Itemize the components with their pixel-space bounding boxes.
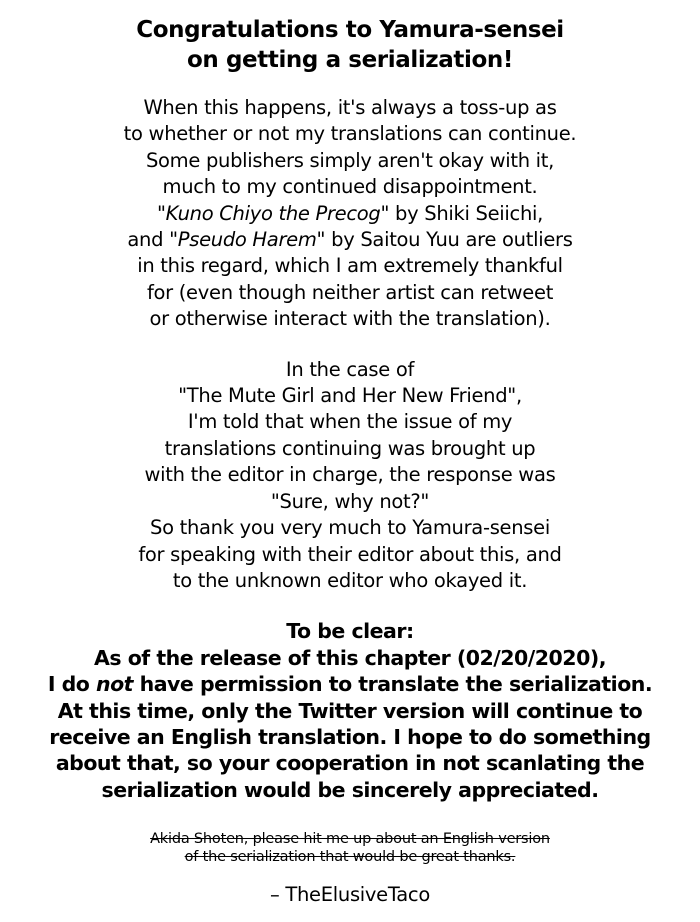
page-title bbox=[0, 15, 700, 75]
text-line bbox=[0, 201, 700, 227]
strikethrough-note bbox=[0, 830, 700, 866]
text-fragment: have permission to translate the serialization. bbox=[132, 672, 653, 697]
text-fragment: and bbox=[127, 228, 170, 252]
text-line: "Sure, why not?" bbox=[270, 489, 430, 513]
text-line: or otherwise interact with the translation). bbox=[149, 307, 551, 331]
paragraph-mute-girl bbox=[0, 357, 700, 595]
text-line: At this time, only the Twitter version will continue to bbox=[57, 698, 643, 723]
work-title-kuno-chiyo: "Kuno Chiyo the Precog" bbox=[156, 201, 390, 225]
title-line: Congratulations to Yamura-sensei bbox=[136, 17, 564, 43]
text-line: "The Mute Girl and Her New Friend", bbox=[178, 384, 522, 408]
paragraph-publishers bbox=[0, 95, 700, 333]
text-line: to the unknown editor who okayed it. bbox=[172, 568, 528, 592]
text-line bbox=[0, 671, 700, 697]
text-line: I'm told that when the issue of my bbox=[187, 410, 513, 434]
text-line bbox=[0, 227, 700, 253]
text-line: about that, so your cooperation in not scanlating the bbox=[55, 751, 645, 776]
text-fragment: by Shiki Seiichi, bbox=[389, 201, 544, 225]
text-line: much to my continued disappointment. bbox=[162, 175, 538, 199]
text-line: for (even though neither artist can retweet bbox=[146, 280, 554, 304]
text-line: When this happens, it's always a toss-up as bbox=[143, 96, 557, 119]
text-fragment: I do bbox=[47, 672, 96, 697]
text-line: To be clear: bbox=[286, 619, 414, 644]
text-line: of the serialization that would be great thanks. bbox=[184, 849, 516, 866]
text-line: serialization would be sincerely appreciated. bbox=[101, 777, 599, 802]
text-line: Some publishers simply aren't okay with it, bbox=[145, 148, 555, 172]
text-fragment: by Saitou Yuu are outliers bbox=[325, 228, 573, 252]
text-line: translations continuing was brought up bbox=[164, 436, 536, 460]
text-line: receive an English translation. I hope to do something bbox=[49, 724, 651, 749]
text-line: to whether or not my translations can continue. bbox=[123, 122, 577, 146]
paragraph-clarification bbox=[0, 618, 700, 803]
text-line: for speaking with their editor about this, and bbox=[138, 542, 562, 566]
text-line: Akida Shoten, please hit me up about an English version bbox=[150, 831, 550, 848]
text-line: So thank you very much to Yamura-sensei bbox=[150, 516, 550, 540]
text-line: As of the release of this chapter (02/20/2020), bbox=[93, 645, 606, 670]
emphasis-not: not bbox=[96, 672, 133, 697]
title-line: on getting a serialization! bbox=[187, 47, 513, 73]
work-title-pseudo-harem: "Pseudo Harem" bbox=[169, 228, 326, 252]
text-line: with the editor in charge, the response was bbox=[144, 463, 556, 487]
text-line: In the case of bbox=[285, 357, 415, 381]
text-line: in this regard, which I am extremely thankful bbox=[137, 254, 563, 278]
signature: – TheElusiveTaco bbox=[270, 883, 430, 906]
